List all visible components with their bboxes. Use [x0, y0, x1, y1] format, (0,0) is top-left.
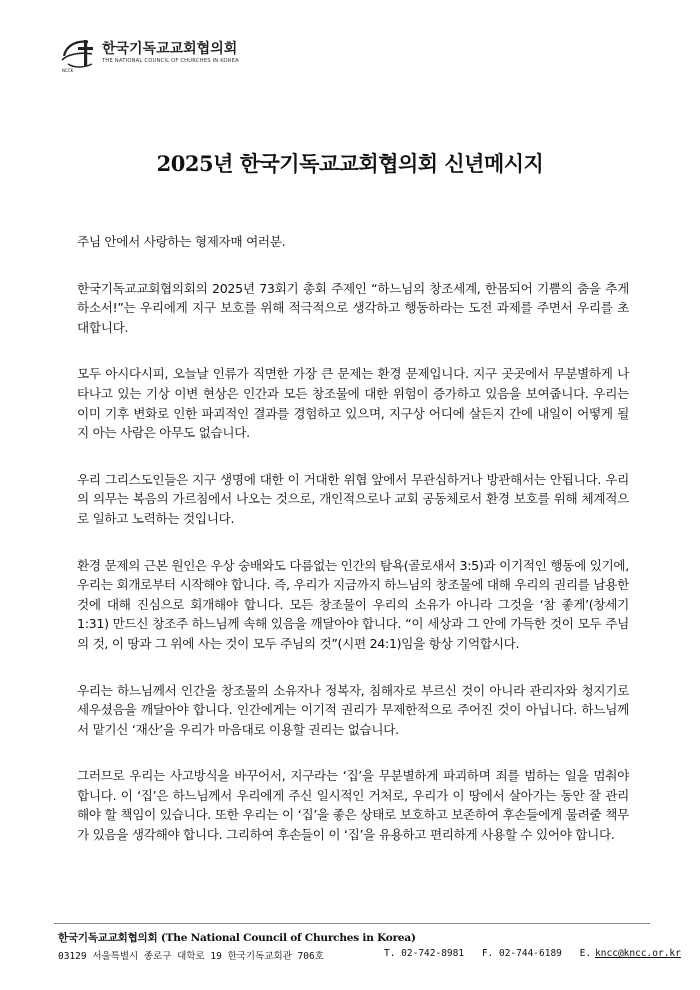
- paragraph-4: 환경 문제의 근본 원인은 우상 숭배와도 다름없는 인간의 탐욕(골로새서 3:5)과 이기적인 행동에 있기에, 우리는 회개로부터 시작해야 합니다. 즉, 우리가 지금까지 하느님의 창조물에 대해 우리의 권리를 남용한 것에 대해 진심으로 회개해야 합니다. 모든 창조물이 우리의 소유가 아니라 그것을 ‘참 좋게’(창세기 1:31) 만드신 창조주 하느님께 속해 있음을 깨달아야 합니다. “이 세상과 그 안에 가득한 것이 모두 주님의 것, 이 땅과 그 위에 사는 것이 모두 주님의 것”(시편 24:1)임을 항상 기억합시다.: [77, 557, 629, 651]
- footer-org-line: 한국기독교교회협의회 (The National Council of Churches in Korea): [58, 932, 416, 944]
- footer-fax: F. 02-744-6189: [481, 948, 562, 959]
- footer-divider: [54, 923, 650, 924]
- document-body: [77, 232, 629, 872]
- logo-small-text: NCCK: [62, 68, 74, 73]
- paragraph-5: 우리는 하느님께서 인간을 창조물의 소유자나 정복자, 침해자로 부르신 것이 아니라 관리자와 청지기로 세우셨음을 깨달아야 합니다. 인간에게는 이기적 권리가 무제한적으로 주어진 것이 아닙니다. 하느님께서 맡기신 ‘재산’을 우리가 마음대로 이용할 권리는 없습니다.: [77, 682, 629, 737]
- footer-contact: [384, 948, 681, 959]
- org-name-en: THE NATIONAL COUNCIL OF CHURCHES IN KOREA: [102, 58, 239, 64]
- cross-globe-logo-icon: [58, 34, 102, 74]
- footer-email-link[interactable]: kncc@kncc.or.kr: [595, 948, 681, 959]
- footer-address: 03129 서울특별시 종로구 대학로 19 한국기독교회관 706호: [58, 951, 324, 962]
- paragraph-6: 그러므로 우리는 사고방식을 바꾸어서, 지구라는 ‘집’을 무분별하게 파괴하며 죄를 범하는 일을 멈춰야 합니다. 이 ‘집’은 하느님께서 우리에게 주신 일시적인 거처로, 우리가 이 땅에서 살아가는 동안 잘 관리해야 할 책임이 있습니다. 또한 우리는 이 ‘집’을 좋은 상태로 보호하고 보존하여 후손들에게 물려줄 책무가 있음을 생각해야 합니다. 그리하여 후손들이 이 ‘집’을 유용하고 편리하게 사용할 수 있어야 합니다.: [77, 768, 629, 843]
- paragraph-1: 한국기독교교회협의회의 2025년 73회기 총회 주제인 “하느님의 창조세계, 한몸되어 기쁨의 춤을 추게 하소서!”는 우리에게 지구 보호를 위해 적극적으로 생각하고 행동하라는 도전 과제를 주면서 우리를 초대합니다.: [77, 280, 629, 335]
- org-logo: [58, 34, 298, 74]
- paragraph-2: 모두 아시다시피, 오늘날 인류가 직면한 가장 큰 문제는 환경 문제입니다. 지구 곳곳에서 무분별하게 나타나고 있는 기상 이변 현상은 인간과 모든 창조물에 대한 위험이 증가하고 있음을 보여줍니다. 우리는 이미 기후 변화로 인한 파괴적인 결과를 경험하고 있으며, 지구상 어디에 살든지 간에 내일이 어떻게 될지 아는 사람은 아무도 없습니다.: [77, 366, 629, 441]
- document-title: 2025년 한국기독교교회협의회 신년메시지: [156, 151, 544, 176]
- greeting: 주님 안에서 사랑하는 형제자매 여러분.: [77, 234, 286, 249]
- paragraph-3: 우리 그리스도인들은 지구 생명에 대한 이 거대한 위협 앞에서 무관심하거나 방관해서는 안됩니다. 우리의 의무는 복음의 가르침에서 나오는 것으로, 개인적으로나 교회 공동체로서 환경 보호를 위해 체계적으로 일하고 노력하는 것입니다.: [77, 471, 629, 526]
- org-name-ko: 한국기독교교회협의회: [102, 41, 238, 57]
- footer-email-prefix: E.: [579, 948, 592, 959]
- footer-phone: T. 02-742-8981: [384, 948, 465, 959]
